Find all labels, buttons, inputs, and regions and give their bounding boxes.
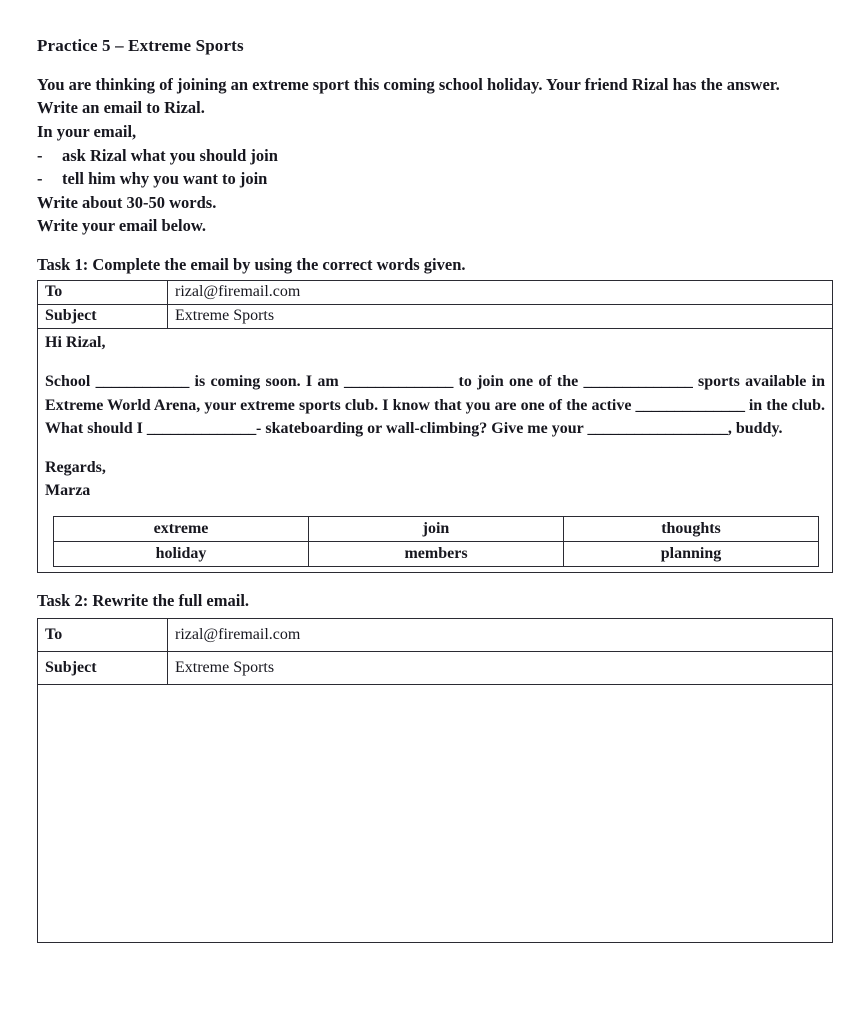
cloze-text-1: School <box>45 373 96 391</box>
table-row <box>38 652 833 685</box>
task2-subject-value[interactable]: Extreme Sports <box>168 652 833 685</box>
bullet-marker-2: - <box>37 169 43 189</box>
cloze-text-7: , buddy. <box>727 419 783 437</box>
cloze-text-3: to join one of the <box>453 373 584 391</box>
table-row <box>38 281 833 305</box>
table-row <box>54 517 819 542</box>
in-your-email-label: In your email, <box>37 122 137 142</box>
word-bank-cell-join[interactable]: join <box>309 517 564 542</box>
cloze-blank-5[interactable]: ______________ <box>146 419 257 437</box>
task1-cloze-paragraph <box>45 370 825 440</box>
word-bank-cell-members[interactable]: members <box>309 542 564 567</box>
word-bank-cell-extreme[interactable]: extreme <box>54 517 309 542</box>
intro-bullet-2 <box>37 167 797 190</box>
word-bank-table <box>53 516 819 567</box>
cloze-text-5: in the club. What should I <box>45 396 825 437</box>
task-1-email-table <box>37 280 833 573</box>
task2-answer-area[interactable] <box>38 685 833 943</box>
task1-to-label: To <box>38 281 168 305</box>
task1-signoff-name: Marza <box>45 482 91 500</box>
task1-email-body-cell[interactable] <box>38 329 833 573</box>
task-2-heading: Task 2: Rewrite the full email. <box>37 591 250 611</box>
word-bank-cell-thoughts[interactable]: thoughts <box>564 517 819 542</box>
task1-salutation: Hi Rizal, <box>45 334 106 352</box>
task1-signoff-regards: Regards, <box>45 459 106 477</box>
intro-bullet-1 <box>37 144 797 167</box>
task1-email-body <box>45 331 825 502</box>
word-bank-cell-holiday[interactable]: holiday <box>54 542 309 567</box>
task1-to-value[interactable]: rizal@firemail.com <box>168 281 833 305</box>
cloze-text-6: - skateboarding or wall-climbing? Give me your <box>256 419 588 437</box>
bullet-text-1: ask Rizal what you should join <box>62 145 278 165</box>
page-title: Practice 5 – Extreme Sports <box>37 36 244 55</box>
intro-paragraph: You are thinking of joining an extreme sport this coming school holiday. Your friend Rizal has the answer. Write an email to Rizal. <box>37 74 780 117</box>
task2-to-label: To <box>38 619 168 652</box>
cloze-text-2: is coming soon. I am <box>189 373 345 391</box>
task2-subject-label: Subject <box>38 652 168 685</box>
cloze-blank-4[interactable]: ______________ <box>635 396 745 414</box>
table-row <box>38 685 833 943</box>
word-bank-cell-planning[interactable]: planning <box>564 542 819 567</box>
intro-block <box>37 73 797 238</box>
bullet-text-2: tell him why you want to join <box>62 169 268 189</box>
write-email-below-line: Write your email below. <box>37 216 206 236</box>
word-count-line: Write about 30-50 words. <box>37 192 217 212</box>
cloze-blank-2[interactable]: ______________ <box>344 373 454 391</box>
task1-subject-value[interactable]: Extreme Sports <box>168 305 833 329</box>
table-row <box>38 305 833 329</box>
task1-subject-label: Subject <box>38 305 168 329</box>
cloze-blank-1[interactable]: ____________ <box>95 373 190 391</box>
task-2-email-table <box>37 618 833 943</box>
table-row <box>38 619 833 652</box>
task-1-heading: Task 1: Complete the email by using the correct words given. <box>37 254 466 274</box>
table-row <box>54 542 819 567</box>
task2-to-value[interactable]: rizal@firemail.com <box>168 619 833 652</box>
bullet-marker-1: - <box>37 145 43 165</box>
cloze-text-4: sports available in Extreme World Arena, your extreme sports club. I know that you are one of the active <box>45 373 826 414</box>
cloze-blank-6[interactable]: __________________ <box>587 419 728 437</box>
table-row <box>38 329 833 573</box>
cloze-blank-3[interactable]: ______________ <box>583 373 693 391</box>
